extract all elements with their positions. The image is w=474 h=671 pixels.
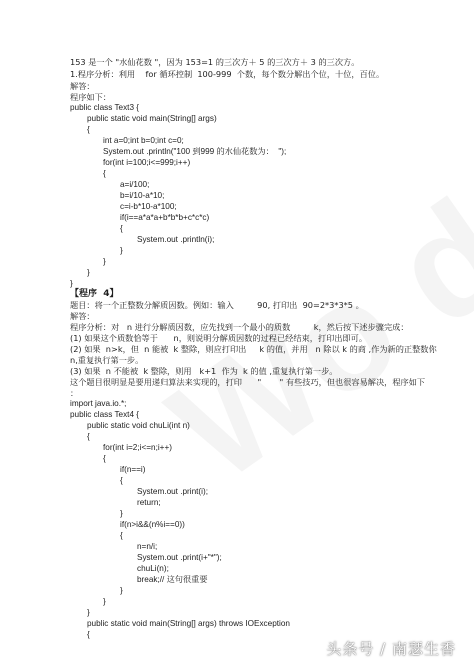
code-line: } [103,597,106,606]
code-line: } [120,509,123,518]
text-line: 1.程序分析：利用 for 循环控制 100-999 个数，每个数分解出个位，十位，百位。 [70,69,385,79]
text-line: 题目：将一个正整数分解质因数。例如：输入 90, 打印出 90=2*3*3*5 。 [70,300,364,310]
code-line: System.out .println(i); [137,235,215,244]
footer-brand: 头条号 / 南瑟生香 [326,640,456,658]
code-line: { [120,476,123,485]
code-line: if(n==i) [120,465,146,474]
code-line: { [87,125,90,134]
code-line: { [120,531,123,540]
code-line: int a=0;int b=0;int c=0; [103,136,184,145]
code-line: { [120,224,123,233]
code-line: public static void main(String[] args) [87,114,217,123]
section-heading: 【程序 4】 [70,289,119,299]
code-line: b=i/10-a*10; [120,191,165,200]
code-line: } [120,586,123,595]
text-line: 153 是一个 "水仙花数 "，因为 153=1 的三次方＋ 5 的三次方＋ 3 的三次方。 [70,57,360,67]
text-line: 程序分析：对 n 进行分解质因数，应先找到一个最小的质数 k，然后按下述步骤完成： [70,322,409,332]
text-line: 这个题目很明显是要用递归算法来实现的，打印 " " 有些技巧，但也很容易解决，程序如下 [70,377,426,387]
code-line: return; [137,498,161,507]
code-line: } [70,279,73,288]
code-line: } [87,268,90,277]
text-line: (3) 如果 n 不能被 k 整除，则用 k+1 作为 k 的值 ,重复执行第一步。 [70,366,338,376]
code-line: a=i/100; [120,180,150,189]
text-line: (2) 如果 n>k，但 n 能被 k 整除，则应打印出 k 的值，并用 n 除以 k 的商 ,作为新的正整数你 [70,344,437,354]
code-line: { [87,432,90,441]
watermark [141,117,474,515]
code-line: } [120,246,123,255]
code-line: for(int i=2;i<=n;i++) [103,443,172,452]
code-line: public static void chuLi(int n) [87,421,190,430]
code-line: n=n/i; [137,542,158,551]
text-line: (1) 如果这个质数恰等于 n，则说明分解质因数的过程已经结束，打印出即可。 [70,333,368,343]
text-line: 解答： [70,81,95,91]
code-line: break;// 这句很重要 [137,575,208,584]
code-line: if(n>i&&(n%i==0)) [120,520,185,529]
code-line: } [103,257,106,266]
code-line: for(int i=100;i<=999;i++) [103,158,191,167]
code-line: } [87,608,90,617]
code-line: public class Text3 { [70,103,140,112]
code-line: { [103,454,106,463]
code-line: import java.io.*; [70,399,127,408]
text-line: 解答： [70,311,95,321]
code-line: public class Text4 { [70,410,140,419]
text-line: 程序如下： [70,92,111,102]
code-line: public static void main(String[] args) throws IOException [87,619,290,628]
code-line: if(i==a*a*a+b*b*b+c*c*c) [120,213,210,222]
code-line: c=i-b*10-a*100; [120,202,177,211]
text-line: n,重复执行第一步。 [70,355,144,365]
code-line: System.out .print(i); [137,487,208,496]
code-line: chuLi(n); [137,564,169,573]
code-line: System.out .print(i+"*"); [137,553,222,562]
code-line: { [87,630,90,639]
code-line: System.out .println("100 到999 的水仙花数为： "); [103,147,287,156]
text-line: ： [70,388,79,398]
code-line: { [103,169,106,178]
